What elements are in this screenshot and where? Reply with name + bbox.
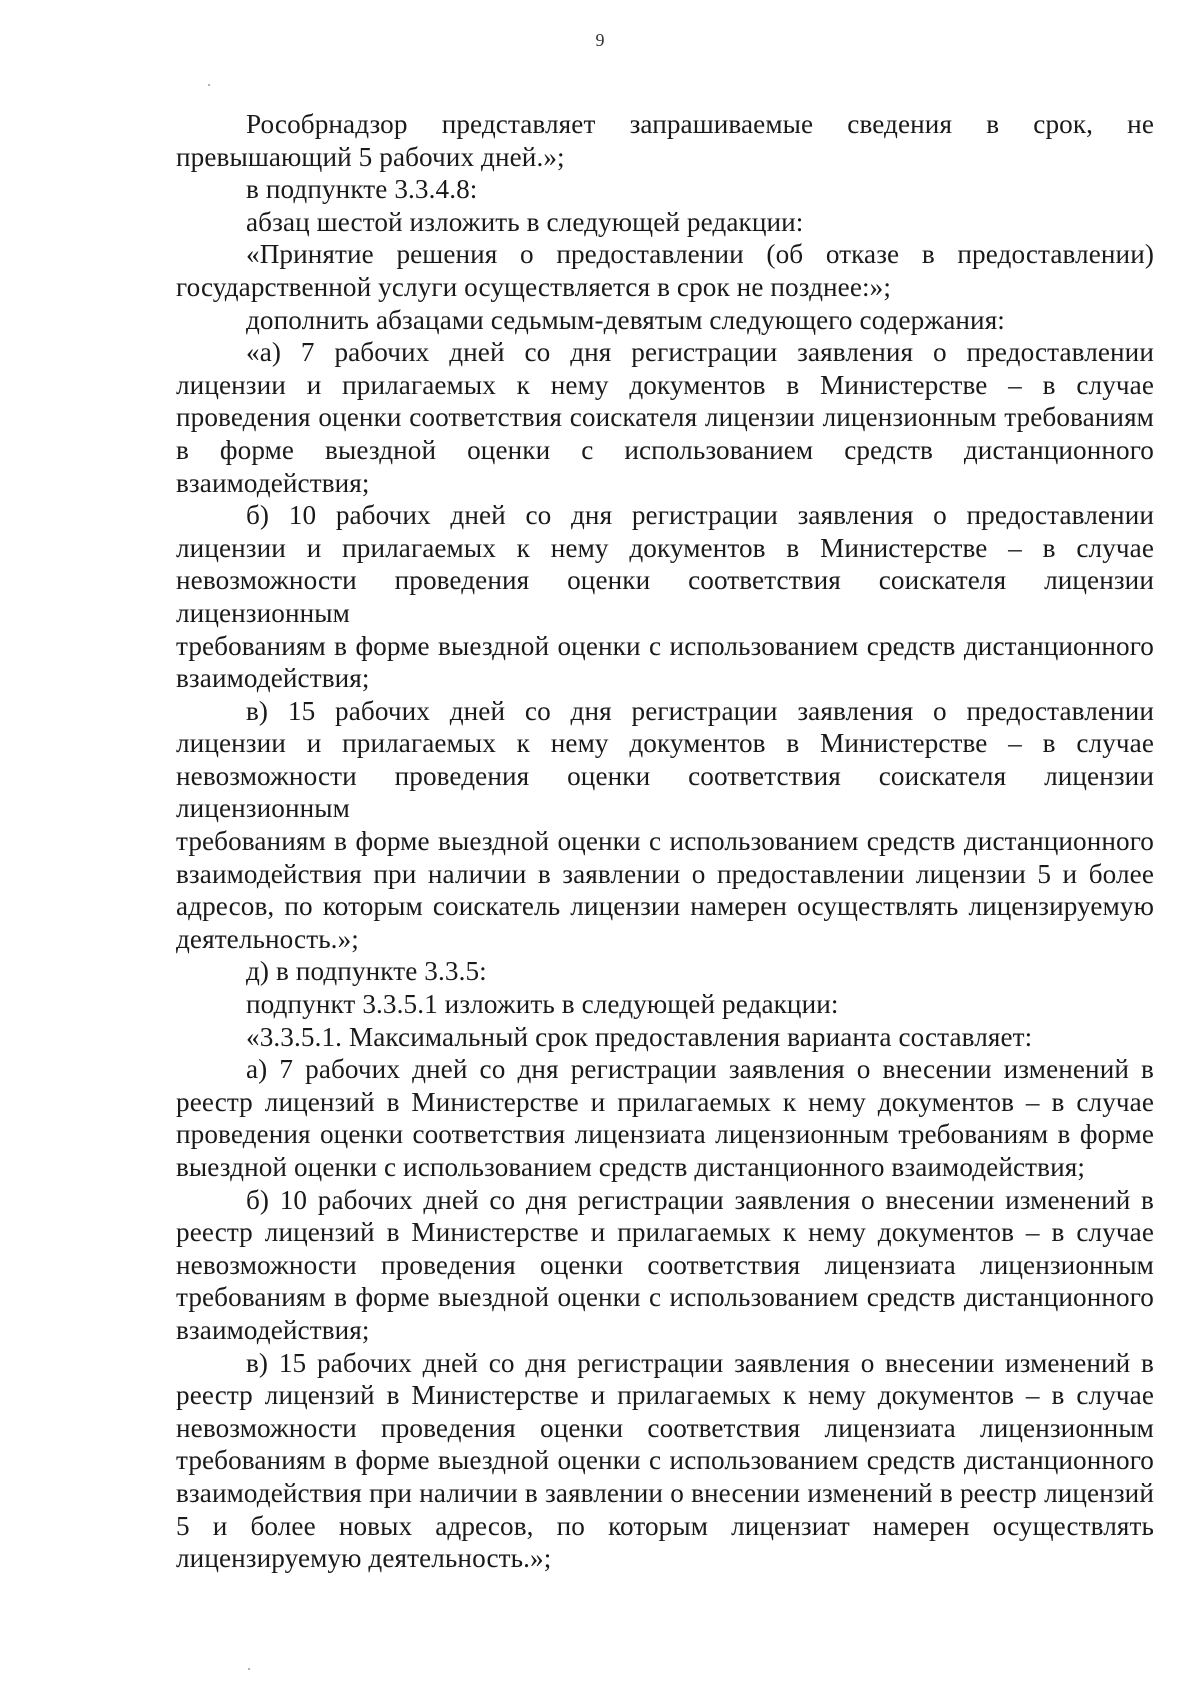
paragraph-item-v-license-continued: требованиям в форме выездной оценки с использованием средств дистанционного взаимодействия при наличии в заявлении о предоставлении лицензии 5 и более адресов, по которым соискатель лицензии намерен осуществлять лицензируемую деятельность.»; (176, 826, 1154, 954)
paragraph-decision-deadline: «Принятие решения о предоставлении (об отказе в предоставлении) государственной услуги осуществляется в срок не позднее:»; (176, 239, 1154, 302)
paragraph-rosobrnadzor-deadline: Рособрнадзор представляет запрашиваемые сведения в срок, не превышающий 5 рабочих дней.»; (176, 109, 1154, 172)
scan-speck (208, 84, 210, 86)
paragraph-item-a-license: «а) 7 рабочих дней со дня регистрации заявления о предоставлении лицензии и прилагаемых к нему документов в Министерстве – в случае проведения оценки соответствия соискателя лицензии лицензионным требованиям в форме выездной оценки с использованием средств дистанционного взаимодействия; (176, 337, 1154, 498)
paragraph-item-b-license: б) 10 рабочих дней со дня регистрации заявления о предоставлении лицензии и прилагаемых к нему документов в Министерстве – в случае невозможности проведения оценки соответствия соискателя лицензии лицензионным (176, 500, 1154, 628)
paragraph-max-term: «3.3.5.1. Максимальный срок предоставления варианта составляет: (246, 1021, 1033, 1052)
scan-speck (248, 1668, 250, 1670)
paragraph-add-indents: дополнить абзацами седьмым-девятым следующего содержания: (246, 304, 1005, 335)
paragraph-sixth-indent-edit: абзац шестой изложить в следующей редакции: (246, 206, 804, 237)
paragraph-subclause-3-3-4-8: в подпункте 3.3.4.8: (246, 174, 478, 205)
paragraph-item-v-license: в) 15 рабочих дней со дня регистрации заявления о предоставлении лицензии и прилагаемых к нему документов в Министерстве – в случае невозможности проведения оценки соответствия соискателя лицензии лицензионным (176, 695, 1154, 824)
paragraph-item-a-registry: а) 7 рабочих дней со дня регистрации заявления о внесении изменений в реестр лицензий в Министерстве и прилагаемых к нему документов – в случае проведения оценки соответствия лицензиата лицензионным требованиям в форме выездной оценки с использованием средств дистанционного взаимодействия; (176, 1054, 1154, 1182)
paragraph-subclause-3-3-5-1-edit: подпункт 3.3.5.1 изложить в следующей редакции: (246, 989, 839, 1020)
paragraph-item-d-subclause-3-3-5: д) в подпункте 3.3.5: (246, 956, 487, 987)
paragraph-item-v-registry: в) 15 рабочих дней со дня регистрации заявления о внесении изменений в реестр лицензий в Министерстве и прилагаемых к нему документов – в случае невозможности проведения оценки соответствия лицензиата лицензионным требованиям в форме выездной оценки с использованием средств дистанционного взаимодействия при наличии в заявлении о внесении изменений в реестр лицензий 5 и более новых адресов, по которым лицензиат намерен осуществлять лицензируемую деятельность.»; (176, 1347, 1154, 1574)
paragraph-item-b-registry: б) 10 рабочих дней со дня регистрации заявления о внесении изменений в реестр лицензий в Министерстве и прилагаемых к нему документов – в случае невозможности проведения оценки соответствия лицензиата лицензионным требованиям в форме выездной оценки с использованием средств дистанционного взаимодействия; (176, 1184, 1154, 1345)
paragraph-item-b-license-continued: требованиям в форме выездной оценки с использованием средств дистанционного взаимодействия; (176, 630, 1154, 694)
document-body (176, 108, 1154, 1575)
page-number: 9 (595, 30, 605, 50)
